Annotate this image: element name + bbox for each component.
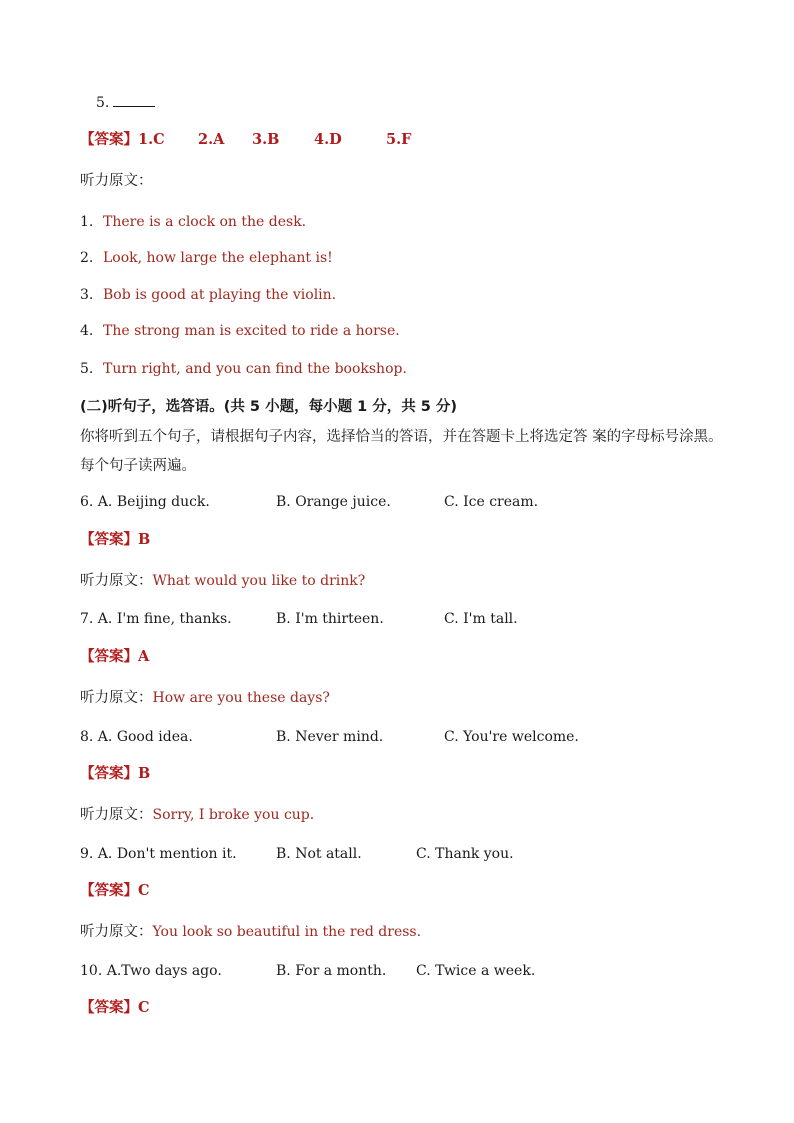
list-item: 1. There is a clock on the desk.	[80, 214, 307, 230]
script-text: Turn right, and you can find the bookshop.	[103, 361, 407, 377]
option-b: B. For a month.	[276, 963, 387, 979]
option-c: C. Ice cream.	[444, 494, 539, 510]
script-text: Sorry, I broke you cup.	[152, 807, 315, 823]
listening-script	[80, 806, 314, 824]
list-item: 3. Bob is good at playing the violin.	[80, 287, 337, 303]
script-text: There is a clock on the desk.	[103, 214, 307, 230]
answer-line	[80, 999, 150, 1017]
answer-line	[80, 765, 150, 783]
answer-value: C	[138, 882, 150, 899]
answers-row	[80, 131, 411, 149]
option-c: C. Twice a week.	[416, 963, 536, 979]
list-item: 5. Turn right, and you can find the bookshop.	[80, 361, 407, 377]
answer-item: 3.B	[252, 131, 280, 148]
answer-label: 【答案】	[80, 532, 138, 548]
question-number: 5.	[96, 95, 110, 111]
option-b: B. Not atall.	[276, 846, 362, 862]
answer-item: 2.A	[198, 131, 225, 148]
answer-label: 【答案】	[80, 883, 138, 899]
answer-label: 【答案】	[80, 132, 138, 148]
answer-value: B	[138, 531, 151, 548]
section-title: (二)听句子，选答语。(共 5 小题，每小题 1 分，共 5 分)	[80, 399, 458, 415]
answer-item: 1.C	[138, 131, 165, 148]
answer-value: C	[138, 999, 150, 1016]
listening-script-label: 听力原文：	[80, 173, 153, 189]
option-a: 10. A.Two days ago.	[80, 963, 222, 979]
question-5-blank	[96, 94, 155, 112]
script-text: You look so beautiful in the red dress.	[152, 924, 422, 940]
script-text: How are you these days?	[152, 690, 330, 706]
listening-script-label: 听力原文：	[80, 690, 153, 706]
listening-script	[80, 923, 421, 941]
option-a: 6. A. Beijing duck.	[80, 494, 210, 510]
option-c: C. I'm tall.	[444, 611, 518, 627]
answer-value: B	[138, 765, 151, 782]
option-b: B. Never mind.	[276, 729, 384, 745]
option-b: B. Orange juice.	[276, 494, 391, 510]
option-c: C. You're welcome.	[444, 729, 579, 745]
list-item: 4. The strong man is excited to ride a horse.	[80, 323, 400, 339]
option-b: B. I'm thirteen.	[276, 611, 384, 627]
answer-label: 【答案】	[80, 766, 138, 782]
answer-label: 【答案】	[80, 1000, 138, 1016]
answer-line	[80, 531, 150, 549]
script-text: What would you like to drink?	[152, 573, 366, 589]
listening-script-label: 听力原文：	[80, 573, 153, 589]
answer-value: A	[138, 648, 150, 665]
answer-line	[80, 882, 150, 900]
listening-script-label: 听力原文：	[80, 807, 153, 823]
listening-script	[80, 689, 330, 707]
option-a: 7. A. I'm fine, thanks.	[80, 611, 232, 627]
script-text: Bob is good at playing the violin.	[103, 287, 337, 303]
listening-script	[80, 572, 365, 590]
option-c: C. Thank you.	[416, 846, 514, 862]
answer-blank	[113, 94, 155, 107]
option-a: 8. A. Good idea.	[80, 729, 193, 745]
answer-item: 4.D	[314, 131, 342, 148]
answer-item: 5.F	[386, 131, 412, 148]
listening-script-label: 听力原文：	[80, 924, 153, 940]
script-text: Look, how large the elephant is!	[103, 250, 333, 266]
script-text: The strong man is excited to ride a horse.	[103, 323, 400, 339]
answer-line	[80, 648, 149, 666]
section-instructions: 你将听到五个句子，请根据句子内容，选择恰当的答语，并在答题卡上将选定答 案的字母标号涂黑。每个句子读两遍。	[80, 429, 723, 474]
list-item: 2. Look, how large the elephant is!	[80, 250, 333, 266]
option-a: 9. A. Don't mention it.	[80, 846, 237, 862]
answer-label: 【答案】	[80, 649, 138, 665]
